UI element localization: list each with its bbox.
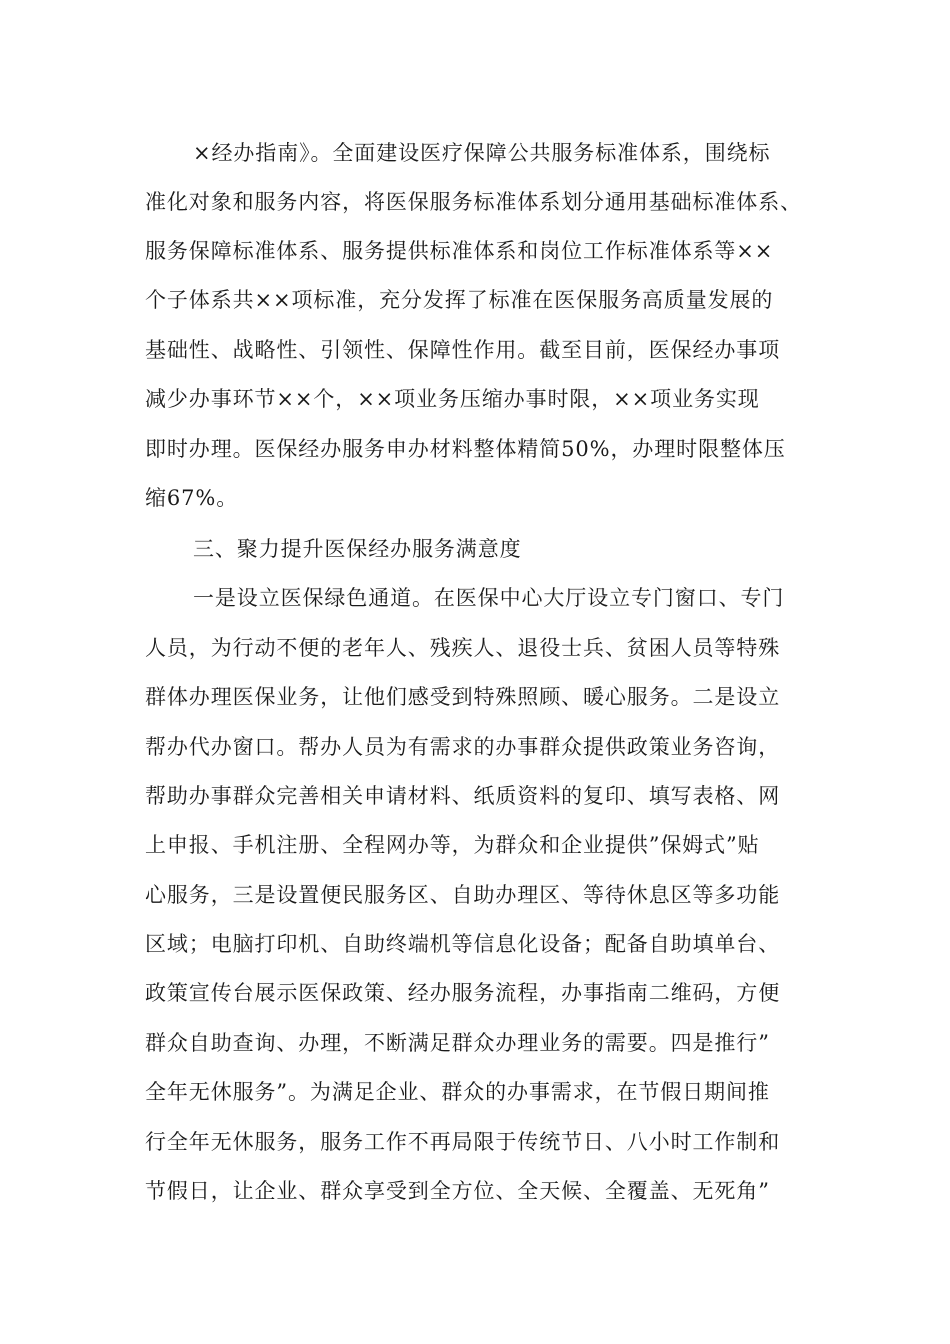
text-line: 帮助办事群众完善相关申请材料、纸质资料的复印、填写表格、网 xyxy=(145,784,781,808)
text-line: 节假日，让企业、群众享受到全方位、全天候、全覆盖、无死角” xyxy=(145,1179,770,1203)
section-heading: 三、聚力提升医保经办服务满意度 xyxy=(193,537,522,561)
text-line: 个子体系共××项标准，充分发挥了标准在医保服务高质量发展的 xyxy=(145,288,774,312)
text-line: 群体办理医保业务，让他们感受到特殊照顾、暖心服务。二是设立 xyxy=(145,685,781,709)
text-line: 减少办事环节××个，××项业务压缩办事时限，××项业务实现 xyxy=(145,387,760,411)
text-line: 区域；电脑打印机、自助终端机等信息化设备；配备自助填单台、 xyxy=(145,932,781,956)
text-line: 心服务，三是设置便民服务区、自助办理区、等待休息区等多功能 xyxy=(145,883,781,907)
text-line: 群众自助查询、办理，不断满足群众办理业务的需要。四是推行” xyxy=(145,1031,770,1055)
text-line: 人员，为行动不便的老年人、残疾人、退役士兵、贫困人员等特殊 xyxy=(145,636,781,660)
text-line: 基础性、战略性、引领性、保障性作用。截至目前，医保经办事项 xyxy=(145,338,781,362)
text-line: 全年无休服务”。为满足企业、群众的办事需求，在节假日期间推 xyxy=(145,1080,770,1104)
text-line: 一是设立医保绿色通道。在医保中心大厅设立专门窗口、专门 xyxy=(193,586,785,610)
text-line: 上申报、手机注册、全程网办等，为群众和企业提供”保姆式”贴 xyxy=(145,833,760,857)
text-line: 行全年无休服务，服务工作不再局限于传统节日、八小时工作制和 xyxy=(145,1130,781,1154)
text-line: 政策宣传台展示医保政策、经办服务流程，办事指南二维码，方便 xyxy=(145,981,781,1005)
text-line: 帮办代办窗口。帮办人员为有需求的办事群众提供政策业务咨询， xyxy=(145,735,781,759)
text-line: 缩67%。 xyxy=(145,486,239,510)
text-line: ×经办指南》。全面建设医疗保障公共服务标准体系，围绕标 xyxy=(193,141,771,165)
text-line: 服务保障标准体系、服务提供标准体系和岗位工作标准体系等×× xyxy=(145,239,774,263)
text-line: 准化对象和服务内容，将医保服务标准体系划分通用基础标准体系、 xyxy=(145,190,802,214)
text-line: 即时办理。医保经办服务申办材料整体精简50%，办理时限整体压 xyxy=(145,437,786,461)
